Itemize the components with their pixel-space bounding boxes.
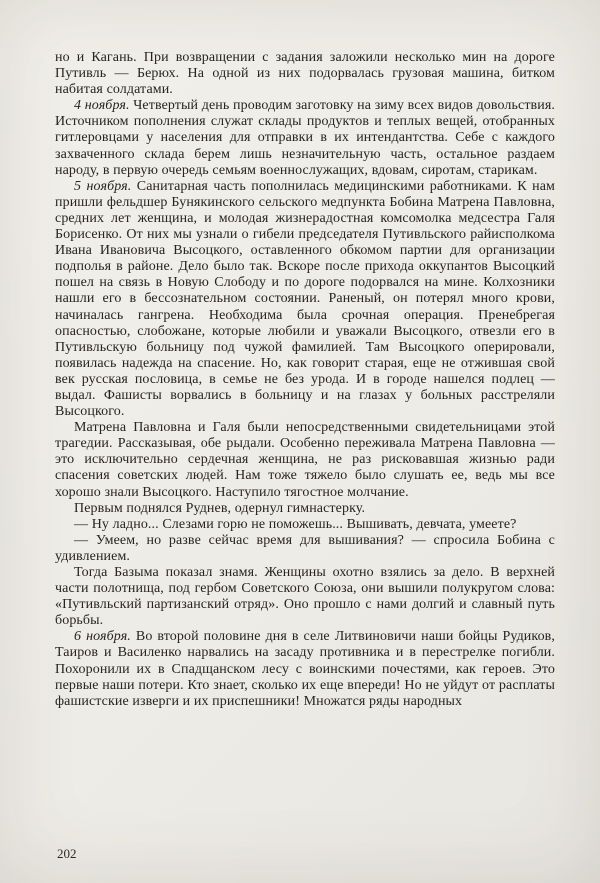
paragraph-rudnev (55, 501, 555, 517)
date-lead-nov5: 5 ноября. (74, 178, 132, 194)
date-lead-nov4: 4 ноября. (74, 98, 130, 114)
paragraph-text: Матрена Павловна и Галя были непосредственными свидетельницами этой трагедии. Рассказывая, обе рыдали. Особенно переживала Матрена Павловна — это исключительно сердечная женщина, не раз рисковавшая жизнью ради спасения советских людей. Нам тоже тяжело было слушать ее, ведь мы все хорошо знали Высоцкого. Наступило тягостное молчание. (55, 420, 555, 500)
paragraph-text: — Ну ладно... Слезами горю не поможешь... Вышивать, девчата, умеете? (74, 516, 517, 532)
paragraph-continuation (55, 50, 555, 98)
paragraph-witnesses (55, 420, 555, 500)
date-lead-nov6: 6 ноября. (74, 629, 131, 645)
paragraph-text: Санитарная часть пополнилась медицинскими работниками. К нам пришли фельдшер Бунякинского сельского медпункта Бобина Матрена Павловна, средних лет женщина, и молодая жизнерадостная комсомолка медсестра Галя Борисенко. От них мы узнали о гибели председателя Путивльского райисполкома Ивана Ивановича Высоцкого, оставленного обкомом партии для организации подполья в районе. Дело было так. Вскоре после прихода оккупантов Высоцкий пошел на связь в Новую Слободу и по дороге подорвался на мине. Колхозники нашли его в бессознательном состоянии. Раненый, он потерял много крови, начиналась гангрена. Необходима была срочная операция. Пренебрегая опасностью, слобожане, которые любили и уважали Высоцкого, отвезли его в Путивльскую больницу под чужой фамилией. Там Высоцкого оперировали, появилась надежда на спасение. Но, как говорит старая, еще не отжившая свой век русская пословица, в семье не без урода. И в городе нашелся подлец — выдал. Фашисты ворвались в больницу и на глазах у больных расстреляли Высоцкого. (55, 178, 555, 420)
paragraph-text: Тогда Базыма показал знамя. Женщины охотно взялись за дело. В верхней части полотнища, под гербом Советского Союза, они вышили полукругом слова: «Путивльский партизанский отряд». Оно прошло с нами долгий и славный путь борьбы. (55, 565, 555, 629)
paragraph-text: Во второй половине дня в селе Литвиновичи наши бойцы Рудиков, Таиров и Василенко нарвались на засаду противника и в перестрелке погибли. Похоронили их в Спадщанском лесу с воинскими почестями, как героев. Это первые наши потери. Кто знает, сколько их еще впереди! Но не уйдут от расплаты фашистские изверги и их приспешники! Множатся ряды народных (55, 629, 555, 709)
paragraph-text: Первым поднялся Руднев, одернул гимнастерку. (74, 500, 366, 516)
paragraph-nov4 (55, 98, 555, 178)
text-block (55, 50, 555, 710)
dialogue-line-1 (55, 517, 555, 533)
page-number: 202 (57, 846, 77, 861)
paragraph-text: Четвертый день проводим заготовку на зиму всех видов довольствия. Источником пополнения служат склады продуктов и теплых вещей, отобранных гитлеровцами у населения для отправки в их интендантства. Себе с каждого захваченного склада берем лишь незначительную часть, остальное раздаем народу, в первую очередь семьям военнослужащих, вдовам, сиротам, старикам. (55, 98, 555, 178)
paragraph-text: но и Кагань. При возвращении с задания заложили несколько мин на дороге Путивль — Берюх. На одной из них подорвалась грузовая машина, битком набитая солдатами. (55, 50, 555, 98)
dialogue-line-2 (55, 533, 555, 565)
paragraph-text: — Умеем, но разве сейчас время для вышивания? — спросила Бобина с удивлением. (55, 532, 555, 564)
paragraph-nov5 (55, 179, 555, 420)
paragraph-nov6 (55, 629, 555, 709)
paragraph-banner (55, 565, 555, 629)
